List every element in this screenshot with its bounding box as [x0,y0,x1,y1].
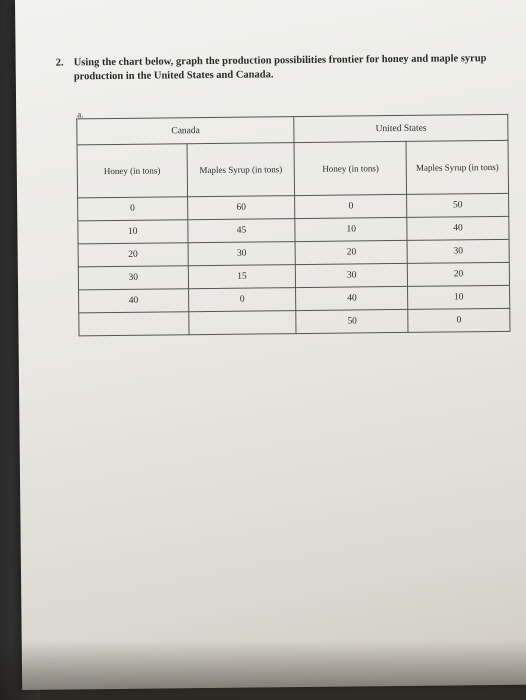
table-cell: 45 [187,219,295,243]
table-cell: 20 [407,262,509,286]
table-cell: 0 [78,197,188,221]
question-block [56,52,506,85]
table-cell: 50 [407,193,509,217]
part-label: a. [77,109,84,120]
table-row [79,308,510,336]
column-header-row [77,140,509,198]
country-canada: Canada [77,117,295,145]
table-cell: 40 [79,289,189,313]
table-cell: 40 [296,286,408,310]
table-cell: 10 [78,220,188,244]
worksheet-page [15,0,526,690]
table-cell: 30 [296,263,408,287]
table-cell: 10 [408,285,510,309]
table-cell: 40 [407,216,509,240]
table-cell: 50 [296,309,408,333]
production-table [76,114,510,337]
question-text: Using the chart below, graph the production possibilities frontier for honey and maple syrup production in the United States and Canada. [73,53,487,83]
table-cell: 10 [295,217,407,241]
question-number: 2. [55,57,64,69]
table-cell: 15 [188,265,296,289]
table-cell [79,312,189,336]
table-cell: 0 [188,288,296,312]
table-cell: 0 [295,194,407,218]
table-cell: 0 [408,308,510,332]
table-cell: 20 [295,240,407,264]
table-cell: 30 [188,242,296,266]
header-us-maple: Maples Syrup (in tons) [406,140,508,194]
table-cell: 30 [407,239,509,263]
country-united-states: United States [294,114,508,142]
table-cell: 30 [78,266,188,290]
header-canada-honey: Honey (in tons) [77,144,187,198]
table-cell: 20 [78,243,188,267]
background-bottom-shadow [0,640,526,700]
header-us-honey: Honey (in tons) [294,141,406,195]
table-cell: 60 [187,196,295,220]
table-cell [188,311,296,335]
header-canada-maple: Maples Syrup (in tons) [187,143,295,197]
